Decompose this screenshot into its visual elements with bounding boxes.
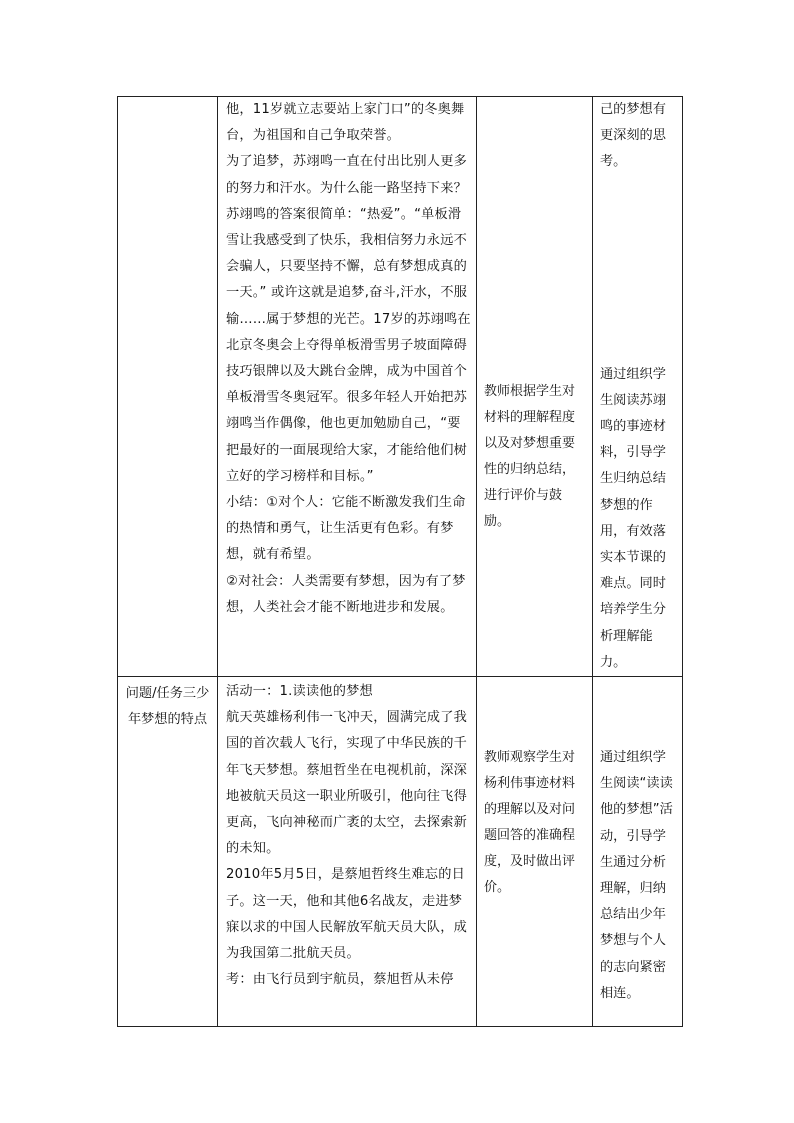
lesson-plan-table <box>117 96 683 1027</box>
summary-paragraph: ②对社会：人类需要有梦想，因为有了梦想，人类社会才能不断地进步和发展。 <box>226 573 466 615</box>
section-cell <box>118 677 218 1027</box>
section-cell-empty <box>118 97 218 677</box>
summary-paragraph: 小结：①对个人：它能不断激发我们生命的热情和勇气，让生活更有色彩。有梦想，就有希望。 <box>226 495 466 563</box>
design-intent-text: 通过组织学生阅读苏翊鸣的事迹材料，引导学生归纳总结梦想的作用，有效落实本节课的难点。同时培养学生分析理解能力。 <box>600 366 666 670</box>
activity-heading: 活动一：1.读读他的梦想 <box>226 684 373 700</box>
content-cell <box>218 97 477 677</box>
teacher-activity-text: 教师观察学生对杨利伟事迹材料的理解以及对问题回答的准确程度，及时做出评价。 <box>484 750 576 896</box>
content-paragraph: 他，11岁就立志要站上家门口”的冬奥舞台，为祖国和自己争取荣誉。 <box>226 102 465 144</box>
teacher-activity-cell <box>477 677 593 1027</box>
spacer <box>477 97 592 379</box>
content-paragraph: 航天英雄杨利伟一飞冲天，圆满完成了我国的首次载人飞行，实现了中华民族的千年飞天梦想。蔡旭哲坐在电视机前，深深地被航天员这一职业所吸引，他向往飞得更高，飞向神秘而广袤的太空，去探索新的未知。 <box>226 710 467 857</box>
spacer <box>593 677 682 745</box>
table-row <box>118 97 683 677</box>
teacher-activity-cell <box>477 97 593 677</box>
content-paragraph: 2010年5月5日，是蔡旭哲终生难忘的日子。这一天，他和其他6名战友，走进梦寐以求的中国人民解放军航天员大队，成为我国第二批航天员。 <box>226 867 467 962</box>
table-row <box>118 677 683 1027</box>
content-paragraph: 考：由飞行员到宇航员，蔡旭哲从未停 <box>226 972 454 988</box>
spacer <box>477 677 592 745</box>
section-title: 问题/任务三少年梦想的特点 <box>125 686 210 728</box>
design-intent-top-text: 己的梦想有更深刻的思考。 <box>600 102 666 170</box>
content-paragraph: 为了追梦，苏翊鸣一直在付出比别人更多的努力和汗水。为什么能一路坚持下来？苏翊鸣的答案很简单：“热爱”。“单板滑雪让我感受到了快乐，我相信努力永远不会骗人，只要坚持不懈，总有梦想成真的一天。” 或许这就是追梦,奋斗,汗水，不服输……属于梦想的光芒。17岁的苏翊鸣在北京冬奥会上夺得单板滑雪男子坡面障碍技巧银牌以及大跳台金牌，成为中国首个单板滑雪冬奥冠军。很多年轻人开始把苏翊鸣当作偶像，他也更加勉励自己，“要把最好的一面展现给大家，才能给他们树立好的学习榜样和目标。” <box>226 154 471 484</box>
design-intent-cell <box>593 97 683 677</box>
content-cell <box>218 677 477 1027</box>
spacer <box>593 176 682 362</box>
design-intent-cell <box>593 677 683 1027</box>
design-intent-text: 通过组织学生阅读“读读他的梦想”活动，引导学生通过分析理解，归纳总结出少年梦想与个人的志向紧密相连。 <box>600 750 673 1001</box>
teacher-activity-text: 教师根据学生对材料的理解程度以及对梦想重要性的归纳总结，进行评价与鼓励。 <box>484 384 576 529</box>
